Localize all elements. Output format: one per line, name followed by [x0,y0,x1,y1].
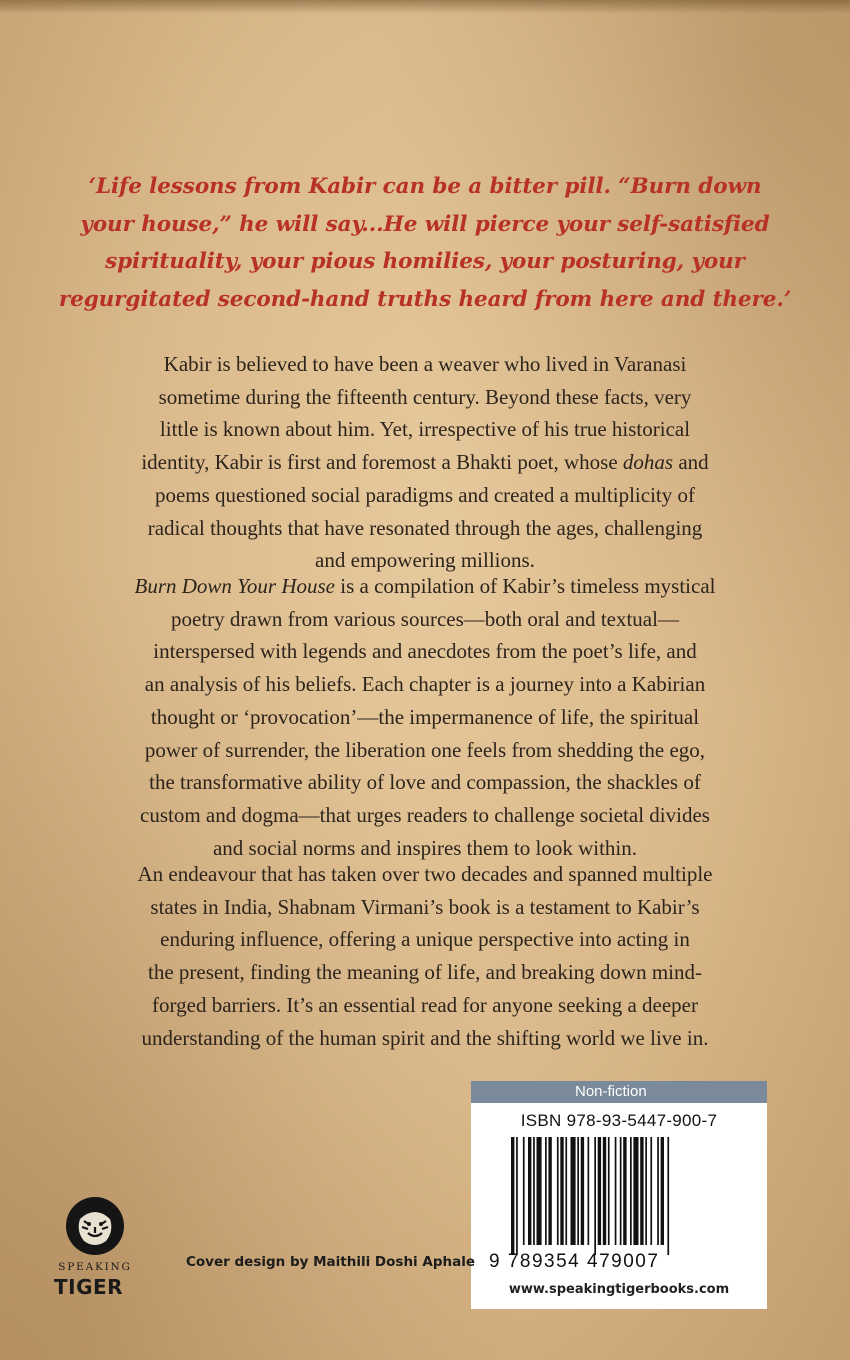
barcode-bar [557,1137,559,1245]
quote-line: regurgitated second-hand truths heard from here and there.’ [58,286,792,312]
genre-label: Non-fiction [471,1081,767,1103]
barcode-bar [560,1137,563,1245]
isbn-label: ISBN 978-93-5447-900-7 [520,1111,718,1130]
book-title: Burn Down Your House [134,574,336,598]
text-line: an analysis of his beliefs. Each chapter is a journey into a Kabirian [144,672,706,697]
text-line: interspersed with legends and anecdotes from the poet’s life, and [153,639,697,664]
blurb-paragraph-1 [50,348,800,577]
barcode-bar [645,1137,647,1245]
text-line: radical thoughts that have resonated through the ages, challenging [147,515,703,540]
barcode-panel [471,1081,767,1309]
text-line: the present, finding the meaning of life, and breaking down mind- [147,960,703,985]
website-link[interactable]: www.speakingtigerbooks.com [508,1282,730,1297]
blurb-paragraph-3 [50,858,800,1054]
text-line: An endeavour that has taken over two decades and spanned multiple [137,862,713,886]
publisher-logo [52,1195,142,1305]
quote-line: your house,” he will say...He will pierce your self-satisfied [80,211,770,237]
text-line: and empowering millions. [315,548,535,573]
text-line: the transformative ability of love and compassion, the shackles of [149,770,701,795]
barcode-bars [511,1137,727,1255]
text-line: understanding of the human spirit and the shifting world we live in. [141,1025,709,1050]
barcode-bar [615,1137,617,1245]
barcode-bar [620,1137,622,1245]
text-line: thought or ‘provocation’—the impermanence of life, the spiritual [150,704,700,729]
barcode-bar [548,1137,551,1245]
blurb-paragraph-2 [50,570,800,864]
barcode-bar [571,1137,576,1245]
barcode-bar [650,1137,652,1245]
text-line [50,446,800,479]
text-line: Kabir is believed to have been a weaver who lived in Varanasi [163,352,687,376]
barcode-bar [661,1137,664,1245]
barcode-bar [608,1137,610,1245]
barcode-bar [577,1137,579,1245]
barcode-bar [598,1137,601,1245]
text-line [50,570,800,603]
tiger-emblem-icon [66,1197,124,1255]
barcode-bar [545,1137,547,1245]
cover-design-credit: Cover design by Maithili Doshi Aphale [186,1254,476,1270]
text-line: power of surrender, the liberation one feels from shedding the ego, [144,737,706,762]
logo-wordmark-top: SPEAKING [58,1261,132,1273]
text-line: states in India, Shabnam Virmani’s book is a testament to Kabir’s [150,894,700,919]
text-line: custom and dogma—that urges readers to challenge societal divides [140,802,710,827]
barcode-digits: 9 789354 479007 [489,1251,660,1272]
page-top-edge [0,0,850,14]
barcode-bar [623,1137,626,1245]
text-line: poems questioned social paradigms and created a multiplicity of [154,482,695,507]
barcode-bar [633,1137,638,1245]
tiger-face-icon [66,1197,124,1255]
text-segment: identity, Kabir is first and foremost a Bhakti poet, whose [141,450,623,475]
barcode-bar [533,1137,535,1245]
text-line: poetry drawn from various sources—both oral and textual— [171,606,679,631]
barcode-bar [528,1137,531,1245]
text-line: little is known about him. Yet, irrespective of his true historical [159,417,691,442]
text-line: forged barriers. It’s an essential read for anyone seeking a deeper [152,992,698,1017]
barcode-bar [565,1137,567,1245]
text-line: sometime during the fifteenth century. Beyond these facts, very [158,384,692,409]
quote-line: spirituality, your pious homilies, your posturing, your [105,249,745,274]
barcode-bar [537,1137,542,1245]
barcode-bar [511,1137,514,1255]
barcode-bar [594,1137,596,1255]
pull-quote [40,168,810,318]
quote-line: ‘Life lessons from Kabir can be a bitter pill. “Burn down [88,174,762,199]
barcode-bar [581,1137,584,1245]
barcode-bar [523,1137,525,1245]
barcode-bar [603,1137,606,1245]
barcode-bar [588,1137,590,1245]
barcode-bar [667,1137,669,1255]
barcode-bar [630,1137,632,1245]
barcode-bar [516,1137,518,1255]
logo-wordmark-bottom: TIGER [54,1275,124,1299]
barcode-bar [657,1137,659,1245]
barcode-bar [640,1137,643,1245]
italic-term: dohas [622,450,674,475]
text-line: enduring influence, offering a unique perspective into acting in [160,927,690,952]
text-segment: and [673,450,709,475]
text-segment: is a compilation of Kabir’s timeless mystical [335,574,716,598]
text-line: and social norms and inspires them to look within. [212,835,638,860]
